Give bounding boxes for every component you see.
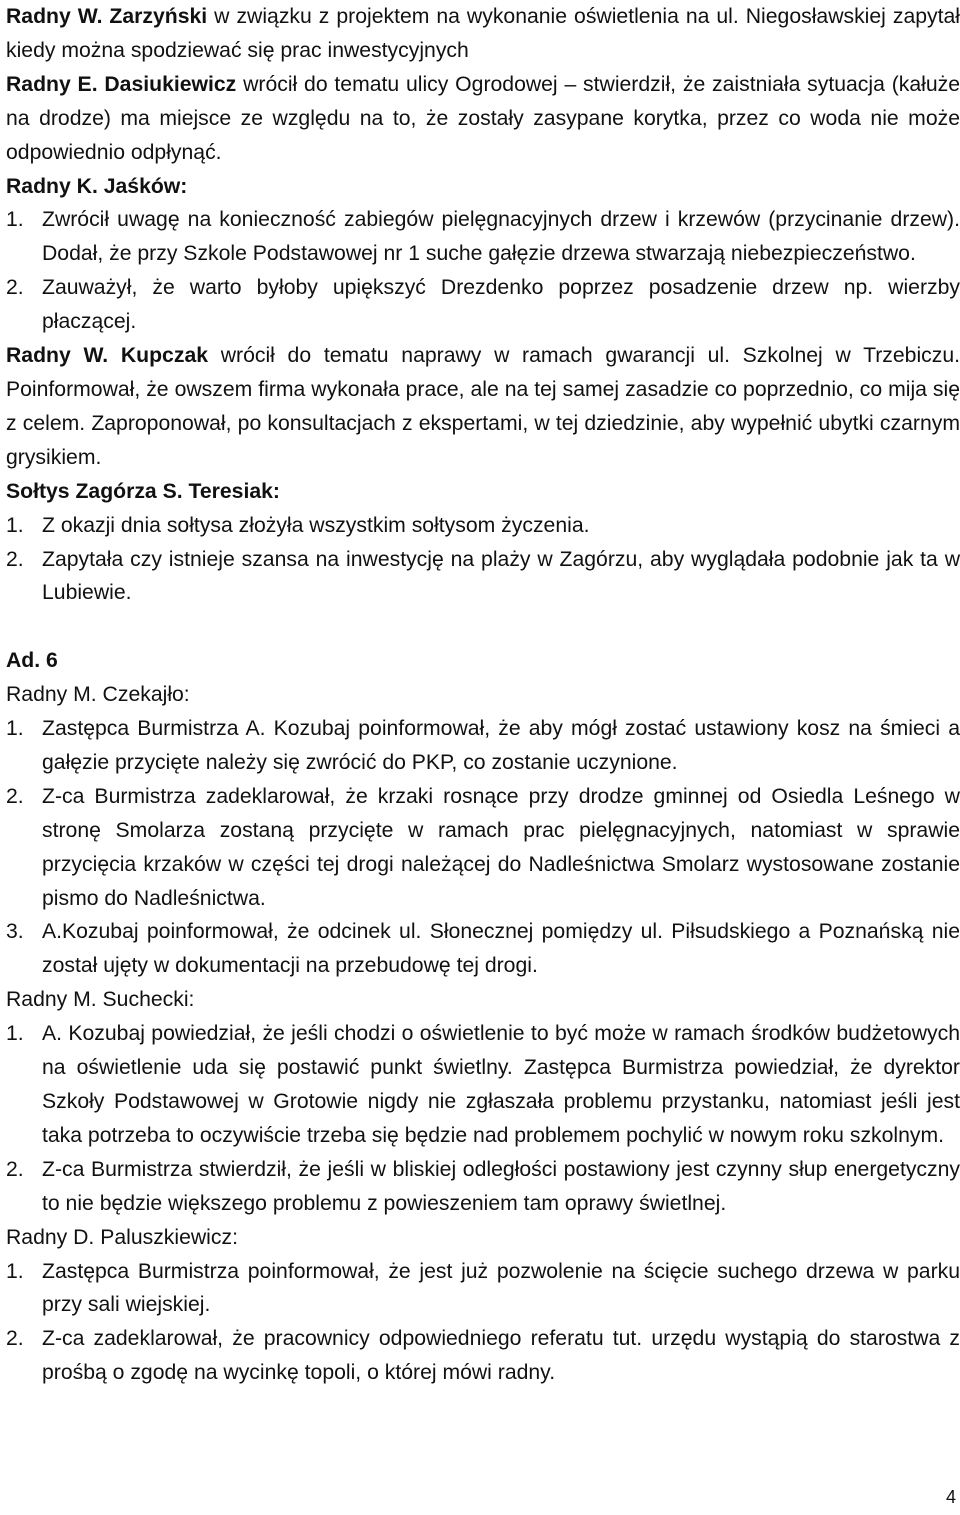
heading-czekajlo: Radny M. Czekajło: — [6, 683, 190, 707]
document-page — [6, 0, 960, 1390]
list-item: 2. Z-ca Burmistrza zadeklarował, że krzaki rosnące przy drodze gminnej od Osiedla Leśnego w stronę Smolarza zostaną przycięte w ramach prac pielęgnacyjnych, natomiast w sprawie przycięcia krzaków w części tej drogi należącej do Nadleśnictwa Smolarz wystosowane zostanie pismo do Nadleśnictwa. — [6, 784, 960, 910]
paragraph-text: wrócił do tematu naprawy w ramach gwarancji ul. Szkolnej w Trzebiczu. Poinformował, że owszem firma wykonała prace, ale na tej samej zasadzie co poprzednio, co mija się z celem. Zaproponował, po konsultacjach z ekspertami, w tej dziedzinie, aby wypełnić ubytki czarnym grysikiem. — [6, 344, 960, 469]
list-item: 1. A. Kozubaj powiedział, że jeśli chodzi o oświetlenie to być może w ramach środków budżetowych na oświetlenie uda się postawić punkt świetlny. Zastępca Burmistrza powiedział, że dyrektor Szkoły Podstawowej w Grotowie nigdy nie zgłaszała problemu przystanku, natomiast jeśli jest taka potrzeba to oczywiście trzeba się będzie nad problemem pochylić w nowym roku szkolnym. — [6, 1022, 960, 1147]
list-item: 1. Zwrócił uwagę na konieczność zabiegów pielęgnacyjnych drzew i krzewów (przycinanie drzew). Dodał, że przy Szkole Podstawowej nr 1 suche gałęzie drzewa stwarzają niebezpieczeństwo. — [6, 208, 960, 266]
speaker-surname: Kupczak — [120, 344, 209, 368]
paragraph-dasiukiewicz — [6, 68, 960, 170]
list-item: 3. A.Kozubaj poinformował, że odcinek ul. Słonecznej pomiędzy ul. Piłsudskiego a Poznańską nie został ujęty w dokumentacji na przebudowę tej drogi. — [6, 920, 960, 978]
list-item: 1. Zastępca Burmistrza poinformował, że jest już pozwolenie na ścięcie suchego drzewa w parku przy sali wiejskiej. — [6, 1259, 960, 1317]
list-item: 1. Zastępca Burmistrza A. Kozubaj poinformował, że aby mógł zostać ustawiony kosz na śmieci a gałęzie przycięte należy się zwrócić do PKP, co zostanie uczynione. — [6, 717, 960, 774]
paragraph-text: w związku z projektem na wykonanie oświetlenia na ul. Niegosławskiej zapytał kiedy można spodziewać się prac inwestycyjnych — [6, 5, 960, 62]
paragraph-text: wrócił do tematu ulicy Ogrodowej – stwierdził, że zaistniała sytuacja (kałuże na drodze) ma miejsce ze względu na to, że zostały zasypane korytka, przez co woda nie może odpowiednio odpłynąć. — [6, 72, 960, 164]
heading-paluszkiewicz: Radny D. Paluszkiewicz: — [6, 1225, 238, 1249]
speaker-name: Radny W. — [6, 344, 109, 368]
blank-line — [6, 610, 960, 644]
list-item: 2. Zauważył, że warto byłoby upiększyć Drezdenko poprzez posadzenie drzew np. wierzby płaczącej. — [6, 276, 960, 334]
paragraph-kupczak — [6, 339, 960, 475]
list-item: 2. Z-ca zadeklarował, że pracownicy odpowiedniego referatu tut. urzędu wystąpią do starostwa z prośbą o zgodę na wycinkę topoli, o której mówi radny. — [6, 1327, 960, 1385]
speaker-name: Radny E. Dasiukiewicz — [6, 72, 237, 96]
list-item: 2. Zapytała czy istnieje szansa na inwestycję na plaży w Zagórzu, aby wyglądała podobnie jak ta w Lubiewie. — [6, 547, 960, 605]
paragraph-zarzynski — [6, 0, 960, 68]
page-number: 4 — [945, 1487, 956, 1507]
heading-jaskow: Radny K. Jaśków: — [6, 174, 188, 198]
list-item: 2. Z-ca Burmistrza stwierdził, że jeśli w bliskiej odległości postawiony jest czynny słup energetyczny to nie będzie większego problemu z powieszeniem tam oprawy świetlnej. — [6, 1157, 960, 1215]
speaker-name: Radny W. Zarzyński — [6, 5, 208, 28]
heading-teresiak: Sołtys Zagórza S. Teresiak: — [6, 479, 280, 503]
section-heading-ad6: Ad. 6 — [6, 649, 58, 673]
list-item: 1. Z okazji dnia sołtysa złożyła wszystkim sołtysom życzenia. — [6, 513, 590, 537]
heading-suchecki: Radny M. Suchecki: — [6, 988, 195, 1012]
